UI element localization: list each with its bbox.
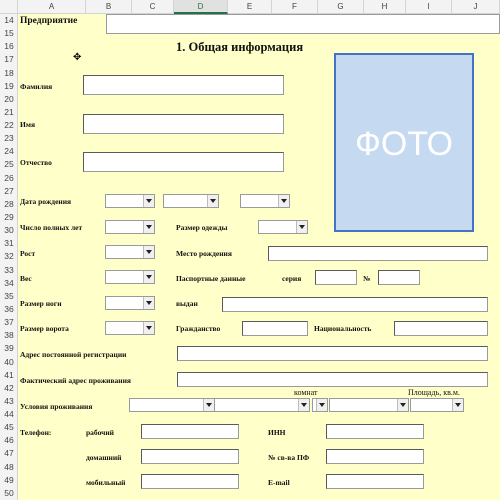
birth-year-dropdown[interactable] xyxy=(240,194,290,208)
chevron-down-icon[interactable] xyxy=(143,246,154,258)
work-phone-label: рабочий xyxy=(86,428,115,437)
row-header[interactable]: 32 xyxy=(4,251,14,262)
row-header[interactable]: 16 xyxy=(4,41,14,52)
row-header[interactable]: 19 xyxy=(4,80,14,91)
row-header[interactable]: 20 xyxy=(4,93,14,104)
last-name-label: Фамилия xyxy=(20,82,53,91)
permanent-address-field[interactable] xyxy=(177,346,488,361)
select-all-corner[interactable] xyxy=(0,0,18,14)
row-header[interactable]: 31 xyxy=(4,238,14,249)
row-header[interactable]: 22 xyxy=(4,120,14,131)
chevron-down-icon[interactable] xyxy=(143,195,154,207)
area-dropdown[interactable] xyxy=(410,398,464,412)
collar-size-label: Размер ворота xyxy=(20,324,69,333)
housing-type-dropdown[interactable] xyxy=(329,398,409,412)
clothes-size-label: Размер одежды xyxy=(176,223,228,232)
weight-dropdown[interactable] xyxy=(105,270,155,284)
actual-address-field[interactable] xyxy=(177,372,488,387)
mobile-phone-field[interactable] xyxy=(141,474,239,489)
photo-label: ФОТО xyxy=(355,125,453,163)
column-header-j[interactable]: J xyxy=(452,0,500,14)
living-conditions-dropdown[interactable] xyxy=(129,398,215,412)
chevron-down-icon[interactable] xyxy=(316,399,327,411)
inn-field[interactable] xyxy=(326,424,424,439)
patronymic-label: Отчество xyxy=(20,158,52,167)
living-conditions-label: Условия проживания xyxy=(20,402,93,411)
birth-place-field[interactable] xyxy=(268,246,488,261)
passport-number-field[interactable] xyxy=(378,270,420,285)
cell-cursor-icon: ✥ xyxy=(73,52,82,63)
pension-cert-label: № св-ва ПФ xyxy=(268,453,310,462)
home-phone-field[interactable] xyxy=(141,449,239,464)
issued-field[interactable] xyxy=(222,297,488,312)
row-header[interactable]: 47 xyxy=(4,448,14,459)
row-header[interactable]: 50 xyxy=(4,487,14,498)
enterprise-field[interactable] xyxy=(106,14,500,34)
height-dropdown[interactable] xyxy=(105,245,155,259)
column-header-h[interactable]: H xyxy=(364,0,406,14)
row-header[interactable]: 34 xyxy=(4,277,14,288)
shoe-size-dropdown[interactable] xyxy=(105,296,155,310)
row-header[interactable]: 38 xyxy=(4,330,14,341)
row-header[interactable]: 48 xyxy=(4,461,14,472)
weight-label: Вес xyxy=(20,274,32,283)
row-header[interactable]: 24 xyxy=(4,146,14,157)
row-header[interactable]: 23 xyxy=(4,133,14,144)
citizenship-label: Гражданство xyxy=(176,324,221,333)
row-header[interactable]: 21 xyxy=(4,106,14,117)
row-header-bar xyxy=(0,14,18,500)
ownership-dropdown[interactable] xyxy=(214,398,310,412)
worksheet-area[interactable] xyxy=(18,14,500,500)
row-header[interactable]: 42 xyxy=(4,382,14,393)
chevron-down-icon[interactable] xyxy=(397,399,408,411)
row-header[interactable]: 35 xyxy=(4,290,14,301)
chevron-down-icon[interactable] xyxy=(143,271,154,283)
passport-series-field[interactable] xyxy=(315,270,357,285)
nationality-label: Национальность xyxy=(314,324,372,333)
row-header[interactable]: 46 xyxy=(4,435,14,446)
first-name-label: Имя xyxy=(20,120,35,129)
chevron-down-icon[interactable] xyxy=(452,399,463,411)
passport-label: Паспортные данные xyxy=(176,274,246,283)
enterprise-label: Предприятие xyxy=(20,16,78,26)
row-header[interactable]: 36 xyxy=(4,303,14,314)
phone-label: Телефон: xyxy=(20,428,52,437)
row-header[interactable]: 29 xyxy=(4,212,14,223)
row-header[interactable]: 18 xyxy=(4,67,14,78)
citizenship-field[interactable] xyxy=(242,321,308,336)
chevron-down-icon[interactable] xyxy=(296,221,307,233)
section-title: 1. Общая информация xyxy=(176,40,304,54)
photo-placeholder[interactable] xyxy=(334,53,474,232)
inn-label: ИНН xyxy=(268,428,286,437)
row-header[interactable]: 17 xyxy=(4,54,14,65)
row-header[interactable]: 33 xyxy=(4,264,14,275)
column-header-i[interactable]: I xyxy=(406,0,452,14)
row-header[interactable]: 25 xyxy=(4,159,14,170)
chevron-down-icon[interactable] xyxy=(143,297,154,309)
column-header-d[interactable]: D xyxy=(174,0,228,14)
row-header[interactable]: 14 xyxy=(4,15,14,25)
rooms-dropdown[interactable] xyxy=(312,398,328,412)
row-header[interactable]: 37 xyxy=(4,317,14,328)
full-years-label: Число полных лет xyxy=(20,223,83,232)
row-header[interactable]: 15 xyxy=(4,28,14,39)
row-header[interactable]: 26 xyxy=(4,172,14,183)
column-header-g[interactable]: G xyxy=(318,0,364,14)
row-header[interactable]: 45 xyxy=(4,422,14,433)
shoe-size-label: Размер ноги xyxy=(20,299,62,308)
chevron-down-icon[interactable] xyxy=(278,195,289,207)
first-name-field[interactable] xyxy=(83,114,284,134)
row-header[interactable]: 30 xyxy=(4,225,14,236)
column-header-a[interactable]: A xyxy=(18,0,86,14)
chevron-down-icon[interactable] xyxy=(207,195,218,207)
chevron-down-icon[interactable] xyxy=(203,399,214,411)
rooms-label: комнат xyxy=(294,388,318,397)
birth-date-label: Дата рождения xyxy=(20,197,72,206)
row-header[interactable]: 44 xyxy=(4,409,14,420)
passport-series-label: серия xyxy=(282,274,302,283)
email-field[interactable] xyxy=(326,474,424,489)
chevron-down-icon[interactable] xyxy=(298,399,309,411)
full-years-dropdown[interactable] xyxy=(105,220,155,234)
actual-address-label: Фактический адрес проживания xyxy=(20,376,131,385)
row-header[interactable]: 28 xyxy=(4,198,14,209)
clothes-size-dropdown[interactable] xyxy=(258,220,308,234)
mobile-phone-label: мобильный xyxy=(86,478,126,487)
column-header-bar xyxy=(0,0,500,14)
nationality-field[interactable] xyxy=(394,321,488,336)
row-header[interactable]: 43 xyxy=(4,395,14,406)
collar-size-dropdown[interactable] xyxy=(105,321,155,335)
height-label: Рост xyxy=(20,249,36,258)
birth-month-dropdown[interactable] xyxy=(163,194,219,208)
patronymic-field[interactable] xyxy=(83,152,284,172)
passport-number-label: № xyxy=(363,274,371,283)
area-label: Площадь, кв.м. xyxy=(408,388,460,397)
row-header[interactable]: 41 xyxy=(4,369,14,380)
row-header[interactable]: 39 xyxy=(4,343,14,354)
birth-place-label: Место рождения xyxy=(176,249,232,258)
column-header-b[interactable]: B xyxy=(86,0,132,14)
column-header-e[interactable]: E xyxy=(228,0,272,14)
column-header-c[interactable]: C xyxy=(132,0,174,14)
issued-label: выдан xyxy=(176,299,198,308)
home-phone-label: домашний xyxy=(86,453,122,462)
permanent-address-label: Адрес постоянной регистрации xyxy=(20,350,127,359)
row-header[interactable]: 27 xyxy=(4,185,14,196)
email-label: E-mail xyxy=(268,478,290,487)
work-phone-field[interactable] xyxy=(141,424,239,439)
row-header[interactable]: 49 xyxy=(4,474,14,485)
column-header-f[interactable]: F xyxy=(272,0,318,14)
chevron-down-icon[interactable] xyxy=(143,322,154,334)
birth-day-dropdown[interactable] xyxy=(105,194,155,208)
last-name-field[interactable] xyxy=(83,75,284,95)
pension-cert-field[interactable] xyxy=(326,449,424,464)
row-header[interactable]: 40 xyxy=(4,356,14,367)
chevron-down-icon[interactable] xyxy=(143,221,154,233)
